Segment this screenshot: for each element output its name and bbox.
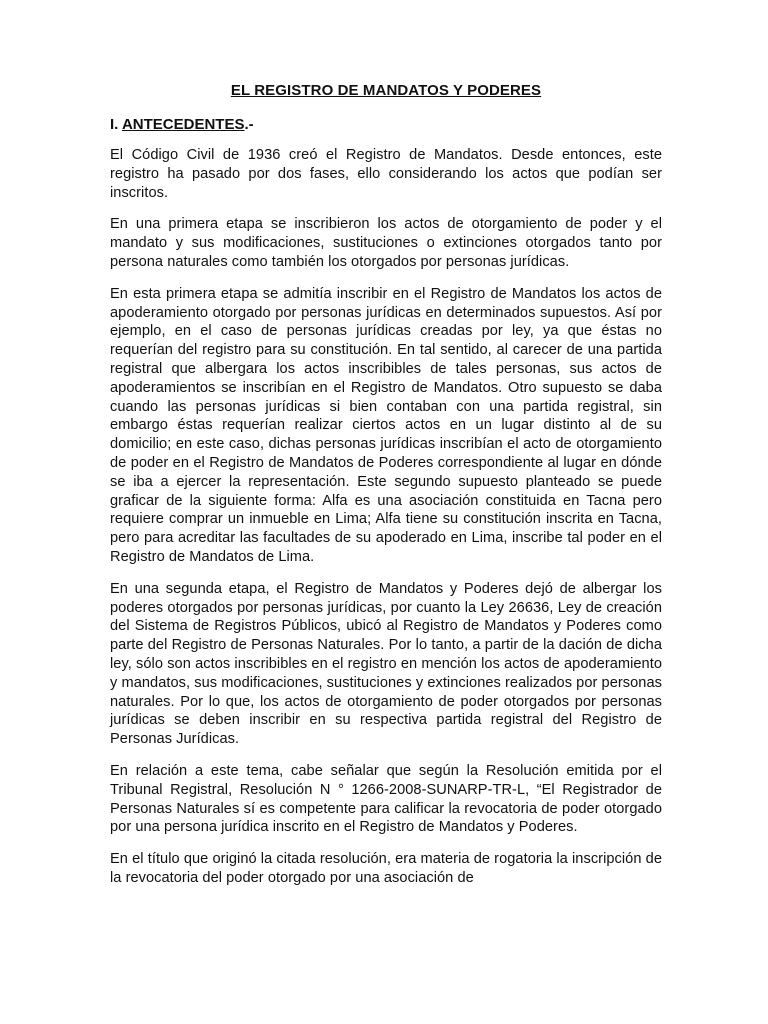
- paragraph-3: En esta primera etapa se admitía inscribir en el Registro de Mandatos los actos de apoderamiento otorgado por personas jurídicas en determinados supuestos. Así por ejemplo, en el caso de personas jurídicas creadas por ley, ya que éstas no requerían del registro para su constitución. En tal sentido, al carecer de una partida registral que albergara los actos inscribibles de tales personas, sus actos de apoderamientos se inscribían en el Registro de Mandatos. Otro supuesto se daba cuando las personas jurídicas si bien contaban con una partida registral, sin embargo éstas requerían realizar ciertos actos en un lugar distinto al de su domicilio; en este caso, dichas personas jurídicas inscribían el acto de otorgamiento de poder en el Registro de Mandatos de Poderes correspondiente al lugar en dónde se iba a ejercer la representación. Este segundo supuesto planteado se puede graficar de la siguiente forma: Alfa es una asociación constituida en Tacna pero requiere comprar un inmueble en Lima; Alfa tiene su constitución inscrita en Tacna, pero para acreditar las facultades de su apoderado en Lima, inscribe tal poder en el Registro de Mandatos de Lima.: [110, 285, 662, 565]
- section-number: I.: [110, 116, 119, 133]
- paragraph-5: En relación a este tema, cabe señalar que según la Resolución emitida por el Tribunal Registral, Resolución N ° 1266-2008-SUNARP-TR-L, “El Registrador de Personas Naturales sí es competente para calificar la revocatoria de poder otorgado por una persona jurídica inscrito en el Registro de Mandatos y Poderes.: [110, 762, 662, 836]
- paragraph-2: En una primera etapa se inscribieron los actos de otorgamiento de poder y el mandato y sus modificaciones, sustituciones o extinciones otorgados tanto por persona naturales como también los otorgados por personas jurídicas.: [110, 216, 662, 270]
- section-title: ANTECEDENTES: [121, 116, 245, 133]
- document-page: [110, 82, 662, 901]
- paragraph-1: El Código Civil de 1936 creó el Registro de Mandatos. Desde entonces, este registro ha pasado por dos fases, ello considerando los actos que podían ser inscritos.: [110, 147, 662, 201]
- paragraph-6: En el título que originó la citada resolución, era materia de rogatoria la inscripción de la revocatoria del poder otorgado por una asociación de: [110, 851, 662, 886]
- section-heading: [110, 116, 662, 133]
- section-suffix: .-: [244, 116, 254, 133]
- document-title: EL REGISTRO DE MANDATOS Y PODERES: [230, 82, 542, 99]
- paragraph-4: En una segunda etapa, el Registro de Mandatos y Poderes dejó de albergar los poderes otorgados por personas jurídicas, por cuanto la Ley 26636, Ley de creación del Sistema de Registros Públicos, ubicó al Registro de Mandatos y Poderes como parte del Registro de Personas Naturales. Por lo tanto, a partir de la dación de dicha ley, sólo son actos inscribibles en el registro en mención los actos de apoderamiento y mandatos, sus modificaciones, sustituciones y extinciones realizados por personas naturales. Por lo que, los actos de otorgamiento de poder otorgados por personas jurídicas se deben inscribir en su respectiva partida registral del Registro de Personas Jurídicas.: [110, 580, 662, 748]
